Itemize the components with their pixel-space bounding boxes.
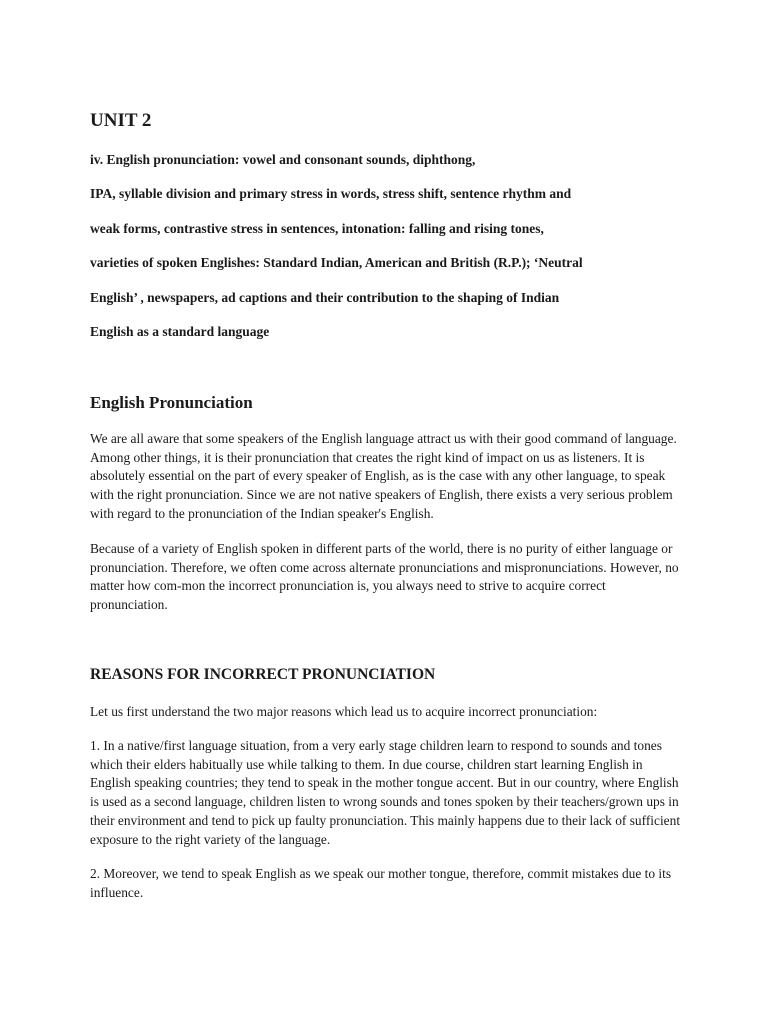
syllabus-line: English’ , newspapers, ad captions and their contribution to the shaping of Indian [90, 289, 560, 305]
syllabus-line: iv. English pronunciation: vowel and consonant sounds, diphthong, [90, 152, 476, 167]
syllabus-line: varieties of spoken Englishes: Standard Indian, American and British (R.P.); ‘Neutral [90, 255, 583, 271]
paragraph: We are all aware that some speakers of the English language attract us with their good command of language. Among other things, it is their pronunciation that creates the right kind of impact on us as listeners. It is absolutely essential on the part of every speaker of English, as is the case with any other language, to speak with the right pronunciation. Since we are not native speakers of English, there exists a very serious problem with regard to the pronunciation of the Indian speaker's English. [90, 431, 677, 521]
syllabus-list [90, 151, 583, 357]
syllabus-line: IPA, syllable division and primary stress in words, stress shift, sentence rhythm and [90, 186, 572, 202]
section-heading-reasons: REASONS FOR INCORRECT PRONUNCIATION [90, 666, 436, 683]
paragraph: 1. In a native/first language situation, from a very early stage children learn to respond to sounds and tones which their elders habitually use while talking to them. In due course, children start learning English in English speaking countries; they tend to speak in the mother tongue accent. But in our country, where English is used as a second language, children listen to wrong sounds and tones spoken by their teachers/grown ups in their environment and tend to pick up faulty pronunciation. This mainly happens due to their lack of sufficient exposure to the right variety of the language. [90, 738, 681, 847]
unit-title: UNIT 2 [90, 110, 152, 131]
paragraph: Let us first understand the two major reasons which lead us to acquire incorrect pronunciation: [90, 704, 598, 719]
syllabus-line: weak forms, contrastive stress in sentences, intonation: falling and rising tones, [90, 220, 544, 236]
section-heading-english-pronunciation: English Pronunciation [90, 393, 253, 412]
paragraph: Because of a variety of English spoken in different parts of the world, there is no purity of either language or pronunciation. Therefore, we often come across alternate pronunciations and mispronunciations. However, no matter how com-mon the incorrect pronunciation is, you always need to strive to acquire correct pronunciation. [90, 541, 679, 613]
syllabus-line: English as a standard language [90, 323, 270, 339]
paragraph: 2. Moreover, we tend to speak English as we speak our mother tongue, therefore, commit mistakes due to its influence. [90, 866, 672, 900]
